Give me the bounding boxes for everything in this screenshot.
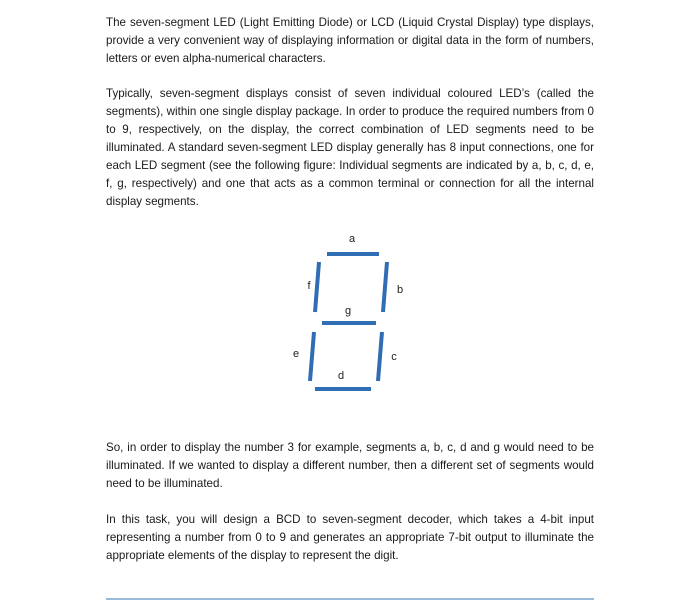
label-b: b (396, 284, 404, 296)
label-e: e (292, 348, 300, 360)
seven-segment-diagram (106, 233, 594, 419)
segment-f (315, 262, 319, 312)
segment-b (383, 262, 387, 312)
label-g: g (344, 305, 352, 317)
label-f: f (307, 280, 311, 292)
label-a: a (348, 233, 356, 245)
paragraph-segments: Typically, seven-segment displays consist of seven individual coloured LED’s (called the segments), within one single display package. In order to produce the required numbers from 0 to 9, respectively, on the display, the correct combination of LED segments need to be illuminated. A standard seven-segment LED display generally has 8 input connections, one for each LED segment (see the following figure: Individual segments are indicated by a, b, c, d, e, f, g, respectively) and one that acts as a common terminal or connection for all the internal display segments. (106, 87, 594, 208)
segment-c (378, 332, 382, 381)
paragraph-intro: The seven-segment LED (Light Emitting Diode) or LCD (Liquid Crystal Display) type displays, provide a very convenient way of displaying information or digital data in the form of numbers, letters or even alpha-numerical characters. (106, 16, 594, 65)
footer-divider (106, 598, 594, 600)
segment-e (310, 332, 314, 381)
document-body (106, 14, 594, 565)
label-c: c (391, 351, 397, 363)
paragraph-example: So, in order to display the number 3 for example, segments a, b, c, d and g would need to be illuminated. If we wanted to display a different number, then a different set of segments would need to be illuminated. (106, 441, 594, 490)
paragraph-task: In this task, you will design a BCD to seven-segment decoder, which takes a 4-bit input representing a number from 0 to 9 and generates an appropriate 7-bit output to illuminate the appropriate elements of the display to represent the digit. (106, 513, 594, 562)
label-d: d (337, 370, 345, 382)
seven-segment-figure (106, 233, 594, 419)
